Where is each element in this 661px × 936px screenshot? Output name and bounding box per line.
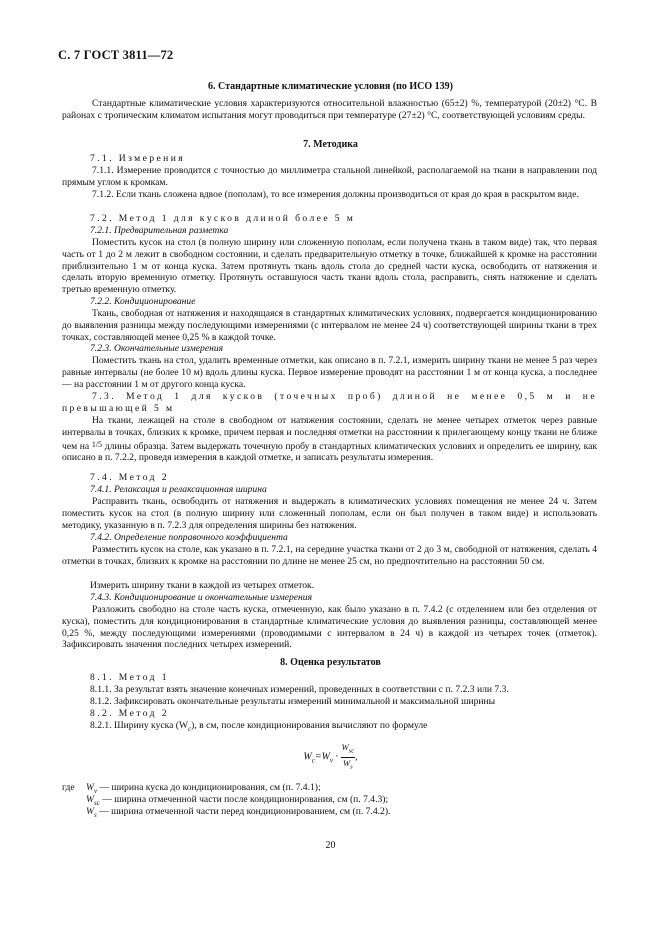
clause-7-1-1: 7.1.1. Измерение проводится с точностью до миллиметра стальной линейкой, располагаемой на ткани в направлении под прямым углом к кромкам. xyxy=(62,165,597,188)
clause-7-2: 7.2. Метод 1 для кусков длиной более 5 м xyxy=(90,213,356,224)
definition-symbol: W xyxy=(86,806,94,817)
clause-7-2-3: Поместить ткань на стол, удалить временные отметки, как описано в п. 7.2.1, измерить ширину ткани не менее 5 раз через равные интервалы (не более 10 м) вдоль длины куска. Первое измерение проводят на расстоянии 1 м от конца куска, а последнее — на расстоянии 1 м от другого конца куска. xyxy=(62,355,597,390)
clause-8-2-1 xyxy=(90,720,597,736)
definition-symbol: W xyxy=(86,794,94,805)
formula-dot: · xyxy=(333,751,341,763)
formula-num-sub: sc xyxy=(348,747,355,755)
clause-7-4: 7.4. Метод 2 xyxy=(90,472,169,483)
clause-8-2: 8.2. Метод 2 xyxy=(90,708,169,719)
clause-8-1-1: 8.1.1. За результат взять значение конечных измерений, проведенных в соответствии с п. 7.2.3 или 7.3. xyxy=(90,684,509,695)
clause-7-3-text-a: На ткани, лежащей на столе в свободном от натяжения состоянии, сделать не менее четырех отметок через равные интервалы в точках, близких к кромке, причем первая и последняя отметки на расстоянии к прилегающему концу ткани не ближе чем на xyxy=(62,415,597,452)
definition-text: — ширина куска до кондиционирования, см (п. 7.4.1); xyxy=(97,782,321,793)
clause-7-2-3-title: 7.2.3. Окончательные измерения xyxy=(90,343,224,354)
width-formula xyxy=(0,742,661,772)
definition-text: — ширина отмеченной части перед кондиционированием, см (п. 7.4.2). xyxy=(96,806,391,817)
clause-8-2-1-text: 8.2.1. Ширину куска (W xyxy=(90,720,189,731)
clause-7-1-2: 7.1.2. Если ткань сложена вдвое (пополам), то все измерения должны производиться от края до края в раскрытом виде. xyxy=(92,189,579,200)
clause-7-3-text xyxy=(62,415,597,464)
definition-lead: где xyxy=(62,782,75,793)
section-7-title: 7. Методика xyxy=(303,139,358,150)
clause-7-1: 7.1. Измерения xyxy=(90,153,186,164)
formula-lhs: W xyxy=(303,751,312,763)
formula-fraction xyxy=(341,742,356,772)
section-8-title: 8. Оценка результатов xyxy=(280,657,381,668)
definition-ws xyxy=(86,806,390,822)
page-header: С. 7 ГОСТ 3811—72 xyxy=(58,48,174,62)
formula-comma: , xyxy=(355,751,358,763)
definition-sub: s xyxy=(94,810,97,819)
clause-8-1-2: 8.1.2. Зафиксировать окончательные результаты измерений минимальной и максимальной ширины xyxy=(90,696,496,707)
fraction-one-fifth: 1/5 xyxy=(91,439,103,449)
clause-7-4-3-title: 7.4.3. Кондиционирование и окончательные измерения xyxy=(90,592,313,603)
formula-lhs-sub: c xyxy=(311,756,315,765)
clause-7-4-1-title: 7.4.1. Релаксация и релаксационная ширина xyxy=(90,484,267,495)
page-number: 20 xyxy=(325,840,336,851)
clause-7-3: 7.3. Метод 1 для кусков (точечных проб) длиной не менее 0,5 м и не превышающей 5 м xyxy=(62,391,597,414)
clause-7-2-1-title: 7.2.1. Предварительная разметка xyxy=(90,225,229,236)
clause-7-2-1: Поместить кусок на стол (в полную ширину или сложенную пополам, если получена ткань в таком виде) так, что первая часть от 1 до 2 м лежит в свободном состоянии, и сделать предварительную отметку в точке, ближайшей к кромке на расстоянии приблизительно 1 м от конца куска. Затем протянуть ткань вдоль стола до средней части куска, освободить от натяжения и сделать вторую временную отметку. Протянуть оставшуюся часть ткани вдоль стола, расправить, снять натяжение и сделать третью временную отметку. xyxy=(62,237,597,296)
clause-7-2-2: Ткань, свободная от натяжения и находящаяся в стандартных климатических условиях, подвергается кондиционированию до выявления разницы между последующими измерениями (с интервалом не менее 24 ч) соответствующей ширины ткани в трех точках, составляющей менее 0,25 % в каждой точке. xyxy=(62,308,597,343)
definition-sub: v xyxy=(94,786,98,795)
clause-7-4-2-title: 7.4.2. Определение поправочного коэффициента xyxy=(90,532,288,543)
formula-den-sub: s xyxy=(350,763,353,771)
clause-7-2-2-title: 7.2.2. Кондиционирование xyxy=(90,296,196,307)
clause-8-2-1-sub: c xyxy=(188,724,192,733)
definition-symbol: W xyxy=(86,782,94,793)
section-6-text: Стандартные климатические условия характеризуются относительной влажностью (65±2) %, температурой (20±2) °С. В районах с тропическим климатом испытания могут проводиться при температуре (27±2) °С, соответствующей условиям среды. xyxy=(62,98,597,121)
clause-7-4-1: Расправить ткань, освободить от натяжения и выдержать в климатических условиях помещения не менее 24 ч. Затем поместить кусок на стол (в полную ширину или сложенный пополам, если он был получен в таком виде) и использовать методику, указанную в п. 7.2.3 для определения ширины без натяжения. xyxy=(62,496,597,531)
clause-7-3-text-b: длины образца. Затем выдержать точечную пробу в стандартных климатических условиях и определить ее ширину, как описано в п. 7.2.2, проведя измерения в каждой отметке, и записать результаты измерения. xyxy=(62,440,597,464)
formula-den: W xyxy=(342,757,351,768)
formula-eq-sub: v xyxy=(329,756,334,765)
formula-eq: =W xyxy=(314,751,330,763)
clause-8-1: 8.1. Метод 1 xyxy=(90,672,169,683)
clause-7-4-2: Разместить кусок на столе, как указано в п. 7.2.1, на середине участка ткани от 2 до 3 м, свободной от натяжения, сделать 4 отметки в точках, близких к кромке на расстоянии по длине не менее 25 см, но предпочтительно на расстоянии 50 см. xyxy=(62,544,597,567)
section-6-title: 6. Стандартные климатические условия (по ИСО 139) xyxy=(208,81,453,92)
definition-sub: sc xyxy=(94,798,100,807)
formula-num: W xyxy=(341,742,349,752)
clause-7-4-3: Разложить свободно на столе часть куска, отмеченную, как было указано в п. 7.4.2 (с отделением или без отделения от куска), поместить для кондиционирования в стандартные климатические условия до выявления разницы, составляющей менее 0,25 %, между последующими измерениями (проводимыми с интервалом в 24 ч) в каждой из четырех точек (отметок). Зафиксировать значения последних четырех измерений. xyxy=(62,604,597,651)
clause-7-4-2b: Измерить ширину ткани в каждой из четырех отметок. xyxy=(90,580,315,591)
definition-text: — ширина отмеченной части после кондиционирования, см (п. 7.4.3); xyxy=(99,794,389,805)
clause-8-2-1-tail: ), в см, после кондиционирования вычисляют по формуле xyxy=(191,720,428,731)
